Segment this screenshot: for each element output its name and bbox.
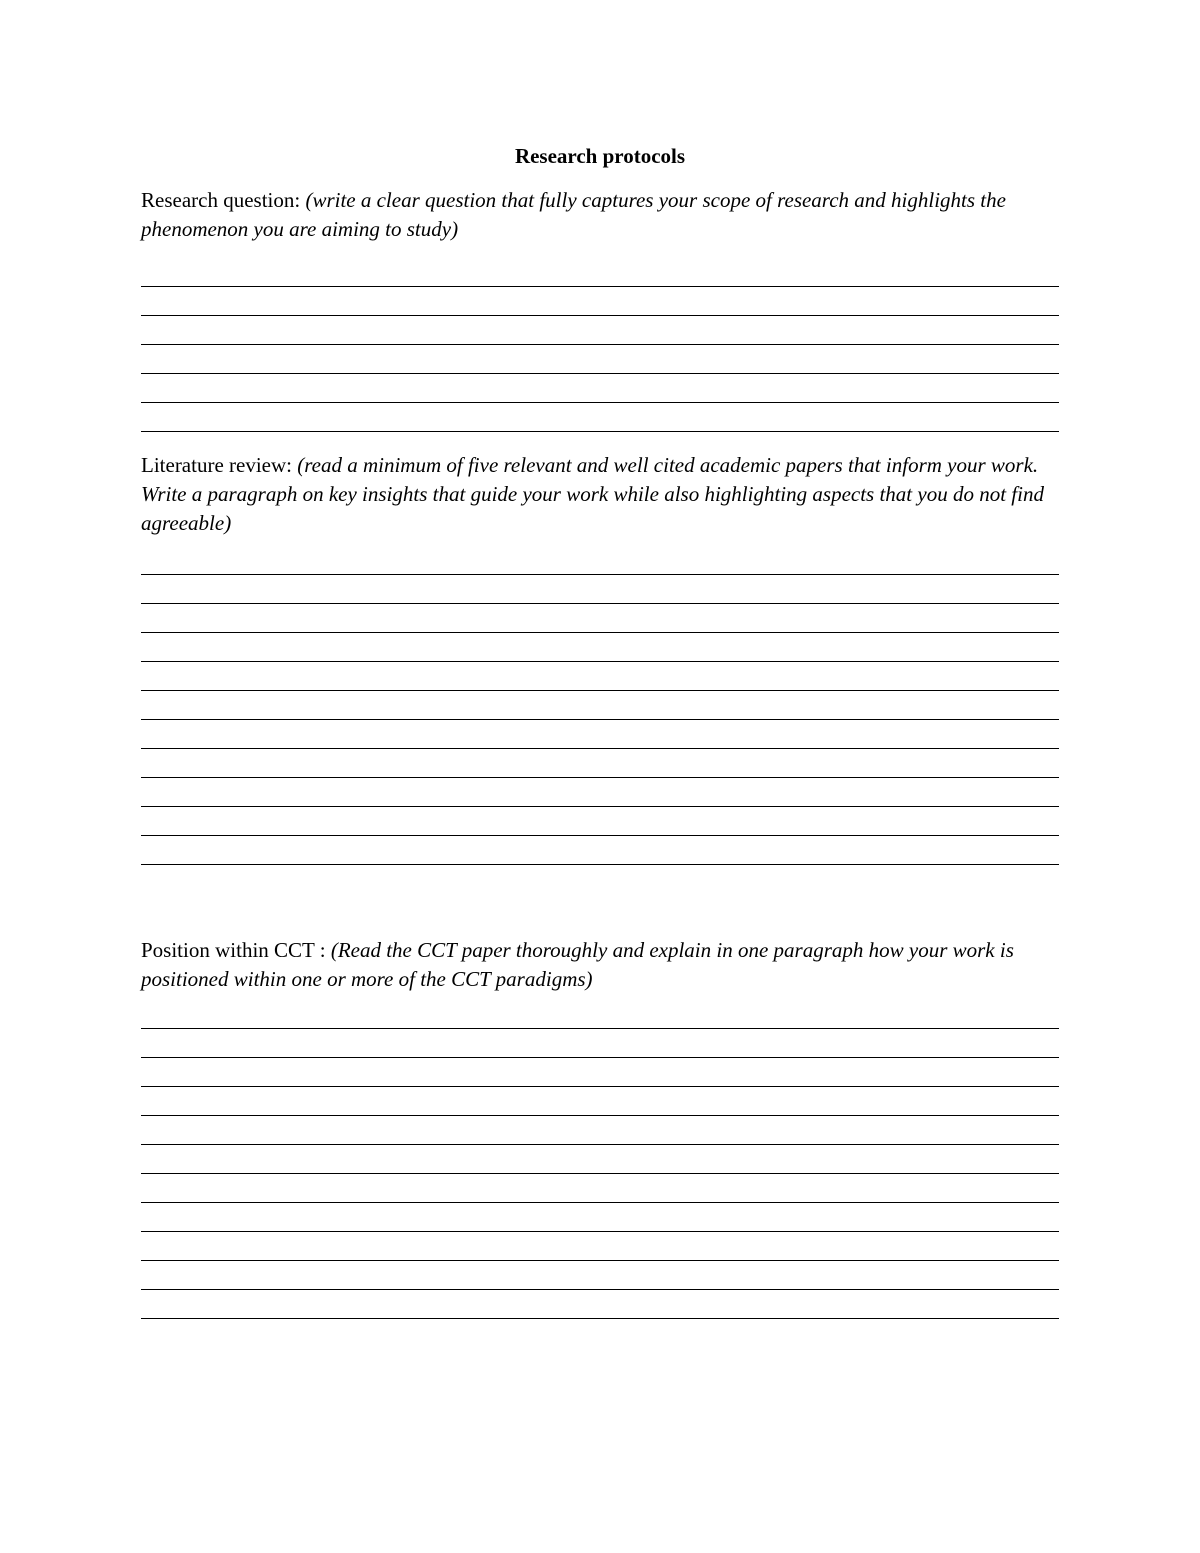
position-within-cct-instruction: (Read the CCT paper thoroughly and explain in one paragraph how your work is positioned within one or more of the CCT paradigms) [141,938,1014,991]
research-question-answer-lines[interactable] [141,258,1059,432]
blank-answer-line[interactable] [141,345,1059,374]
blank-answer-line[interactable] [141,1174,1059,1203]
research-question-instruction: (write a clear question that fully captures your scope of research and highlights the phenomenon you are aiming to study) [141,188,1006,241]
blank-answer-line[interactable] [141,1058,1059,1087]
blank-answer-line[interactable] [141,258,1059,287]
blank-answer-line[interactable] [141,374,1059,403]
blank-answer-line[interactable] [141,1232,1059,1261]
blank-answer-line[interactable] [141,662,1059,691]
blank-answer-line[interactable] [141,575,1059,604]
blank-answer-line[interactable] [141,1203,1059,1232]
blank-answer-line[interactable] [141,1290,1059,1319]
blank-answer-line[interactable] [141,287,1059,316]
literature-review-prompt [141,451,1061,538]
blank-answer-line[interactable] [141,807,1059,836]
blank-answer-line[interactable] [141,778,1059,807]
blank-answer-line[interactable] [141,1145,1059,1174]
blank-answer-line[interactable] [141,691,1059,720]
research-question-label: Research question: [141,188,306,212]
literature-review-label: Literature review: [141,453,298,477]
position-within-cct-section [141,936,1061,994]
literature-review-answer-lines[interactable] [141,546,1059,865]
literature-review-instruction: (read a minimum of five relevant and well cited academic papers that inform your work. Write a paragraph on key insights that guide your work while also highlighting aspects that you do not find agreeable) [141,453,1044,535]
blank-answer-line[interactable] [141,546,1059,575]
literature-review-section [141,451,1061,538]
blank-answer-line[interactable] [141,836,1059,865]
blank-answer-line[interactable] [141,1087,1059,1116]
research-question-section [141,186,1061,244]
research-question-prompt [141,186,1061,244]
blank-answer-line[interactable] [141,403,1059,432]
blank-answer-line[interactable] [141,1029,1059,1058]
blank-answer-line[interactable] [141,1116,1059,1145]
blank-answer-line[interactable] [141,1261,1059,1290]
blank-answer-line[interactable] [141,749,1059,778]
position-within-cct-prompt [141,936,1061,994]
blank-answer-line[interactable] [141,1000,1059,1029]
blank-answer-line[interactable] [141,720,1059,749]
blank-answer-line[interactable] [141,604,1059,633]
position-within-cct-label: Position within CCT : [141,938,331,962]
blank-answer-line[interactable] [141,633,1059,662]
position-within-cct-answer-lines[interactable] [141,1000,1059,1319]
page-title: Research protocols [514,144,686,168]
blank-answer-line[interactable] [141,316,1059,345]
